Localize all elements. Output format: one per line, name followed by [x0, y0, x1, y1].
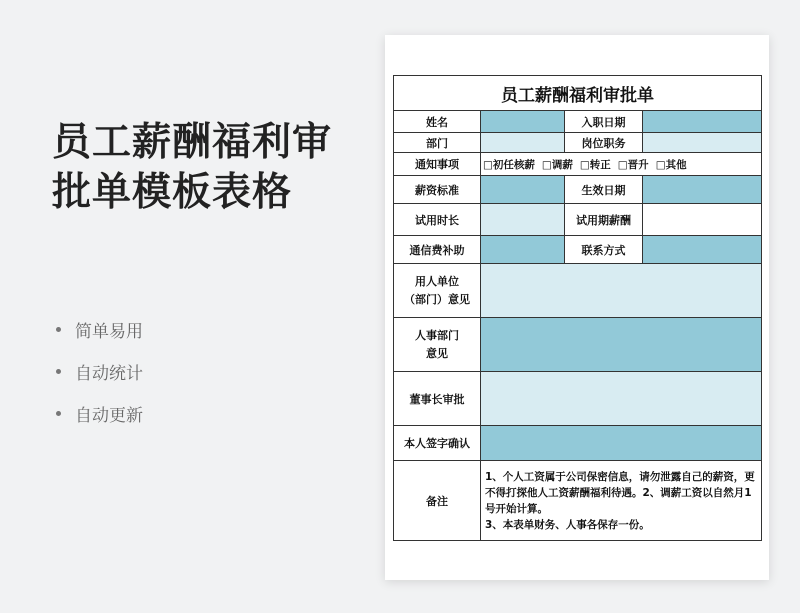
label-salary-standard: 薪资标准	[394, 176, 481, 204]
headline-line-2: 批单模板表格	[52, 170, 293, 215]
approval-form-table	[393, 75, 762, 541]
comm-allowance-field[interactable]	[481, 236, 565, 264]
label-probation-salary: 试用期薪酬	[565, 204, 643, 236]
hire-date-field[interactable]	[643, 111, 762, 133]
notice-option-initial[interactable]: □初任核薪	[483, 158, 535, 171]
label-department: 部门	[394, 133, 481, 153]
label-position: 岗位职务	[565, 133, 643, 153]
remark-line: 1、个人工资属于公司保密信息，请勿泄露自己的薪资，更不得打探他人工资薪酬福利待遇。2、调薪工资以自然月1号开始计算。	[485, 470, 755, 515]
notice-option-regular[interactable]: □转正	[579, 158, 611, 171]
contact-field[interactable]	[643, 236, 762, 264]
notice-option-adjust[interactable]: □调薪	[541, 158, 573, 171]
headline	[52, 118, 332, 218]
label-contact: 联系方式	[565, 236, 643, 264]
label-notice: 通知事项	[394, 153, 481, 176]
headline-line-1: 员工薪酬福利审	[52, 120, 333, 165]
label-hr-opinion: 人事部门 意见	[394, 318, 481, 372]
notice-option-other[interactable]: □其他	[655, 158, 687, 171]
bullet-icon	[56, 369, 61, 374]
position-field[interactable]	[643, 133, 762, 153]
form-preview-sheet	[385, 35, 769, 580]
feature-item: 自动统计	[56, 350, 143, 392]
bullet-icon	[56, 327, 61, 332]
feature-item: 自动更新	[56, 392, 143, 434]
feature-list	[56, 308, 143, 434]
label-self-confirm: 本人签字确认	[394, 426, 481, 461]
bullet-icon	[56, 411, 61, 416]
employer-opinion-field[interactable]	[481, 264, 762, 318]
label-hire-date: 入职日期	[565, 111, 643, 133]
effective-date-field[interactable]	[643, 176, 762, 204]
department-field[interactable]	[481, 133, 565, 153]
label-effective-date: 生效日期	[565, 176, 643, 204]
label-chairman-approval: 董事长审批	[394, 372, 481, 426]
probation-length-field[interactable]	[481, 204, 565, 236]
label-employer-opinion: 用人单位 （部门）意见	[394, 264, 481, 318]
form-title: 员工薪酬福利审批单	[394, 76, 762, 111]
feature-item: 简单易用	[56, 308, 143, 350]
self-confirm-field[interactable]	[481, 426, 762, 461]
name-field[interactable]	[481, 111, 565, 133]
probation-salary-field[interactable]	[643, 204, 762, 236]
notice-options	[481, 153, 762, 176]
remarks-content	[481, 461, 762, 541]
label-probation-length: 试用时长	[394, 204, 481, 236]
remark-line: 3、本表单财务、人事各保存一份。	[485, 518, 650, 531]
label-name: 姓名	[394, 111, 481, 133]
salary-standard-field[interactable]	[481, 176, 565, 204]
label-comm-allowance: 通信费补助	[394, 236, 481, 264]
label-remarks: 备注	[394, 461, 481, 541]
hr-opinion-field[interactable]	[481, 318, 762, 372]
notice-option-promotion[interactable]: □晋升	[617, 158, 649, 171]
chairman-approval-field[interactable]	[481, 372, 762, 426]
